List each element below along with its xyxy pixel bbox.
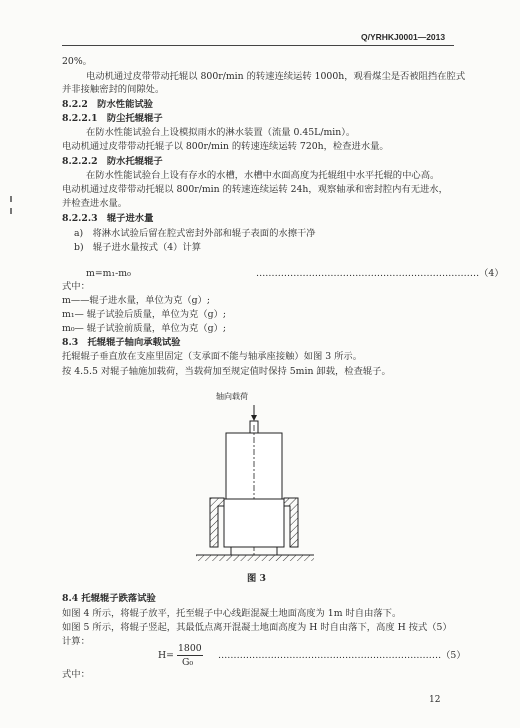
formula-lhs: H= <box>158 650 174 661</box>
section-heading: 8.2.2.3 辊子进水量 <box>62 213 154 224</box>
formula-number: ………………………………………………………………（4） <box>256 268 504 279</box>
section-heading: 8.2.2.1 防尘托辊辊子 <box>62 113 163 124</box>
text-line: 如图 5 所示，将辊子竖起，其最低点离开混凝土地面高度为 H 时自由落下，高度 H 按式（5） <box>62 622 452 633</box>
variable-definition: m——辊子进水量，单位为克（g）; <box>62 295 211 306</box>
text-line: 并检查进水量。 <box>62 198 128 209</box>
ground <box>196 555 314 561</box>
text-line: 20%。 <box>62 56 92 67</box>
figure-3-diagram <box>190 385 320 573</box>
list-item: b) 辊子进水量按式（4）计算 <box>74 242 202 253</box>
variable-definition: m₀— 辊子试验前质量，单位为克（g）; <box>62 323 227 334</box>
section-heading: 8.3 托辊辊子轴向承载试验 <box>62 337 181 348</box>
axial-load-label: 轴向载荷 <box>216 392 248 401</box>
formula-numerator: 1800 <box>178 643 202 654</box>
figure-caption: 图 3 <box>247 573 267 584</box>
document-code: Q/YRHKJ0001—2013 <box>361 32 446 42</box>
page-number: 12 <box>429 695 441 705</box>
formula-denominator: G₀ <box>182 657 194 668</box>
fraction-bar <box>177 655 203 656</box>
list-item: a) 将淋水试验后留在腔式密封外部和辊子表面的水擦干净 <box>74 228 316 239</box>
header-rule <box>62 45 454 46</box>
section-heading: 8.4 托辊辊子跌落试验 <box>62 593 156 604</box>
text-line: 在防水性能试验台上设有存水的水槽，水槽中水面高度为托辊组中水平托辊的中心高。 <box>86 170 440 181</box>
text-line: 电动机通过皮带带动托辊以 800r/min 的转速连续运转 24h，观察轴承和密封腔内有无进水， <box>62 184 448 195</box>
text-line: 计算： <box>62 636 90 647</box>
text-line: 在防水性能试验台上设模拟雨水的淋水装置（流量 0.45L/min）。 <box>86 127 356 138</box>
binding-mark <box>10 208 12 214</box>
text-line: 式中： <box>62 669 90 680</box>
text-line: 并非接触密封的间隙处。 <box>62 84 165 95</box>
text-line: 式中： <box>62 281 90 292</box>
load-arrow <box>251 405 257 421</box>
formula-number: ………………………………………………………………（5） <box>218 650 466 661</box>
formula: m=m₁-m₀ <box>86 268 131 279</box>
text-line: 如图 4 所示，将辊子放平，托至辊子中心线距混凝土地面高度为 1m 时自由落下。 <box>62 608 402 619</box>
support-base <box>210 498 298 555</box>
section-heading: 8.2.2 防水性能试验 <box>62 99 153 110</box>
binding-mark <box>10 196 12 202</box>
section-heading: 8.2.2.2 防水托辊辊子 <box>62 156 163 167</box>
text-line: 托辊辊子垂直放在支座里固定（支承面不能与轴承座接触）如图 3 所示。 <box>62 351 363 362</box>
text-line: 电动机通过皮带带动托辊子以 800r/min 的转速连续运转 720h，检查进水量。 <box>62 141 389 152</box>
text-line: 按 4.5.5 对辊子轴施加载荷，当载荷加至规定值时保持 5min 卸载，检查辊子。 <box>62 366 391 377</box>
text-line: 电动机通过皮带带动托辊以 800r/min 的转速连续运转 1000h，观看煤尘是否被阻挡在腔式 <box>86 71 466 82</box>
variable-definition: m₁— 辊子试验后质量，单位为克（g）; <box>62 309 227 320</box>
